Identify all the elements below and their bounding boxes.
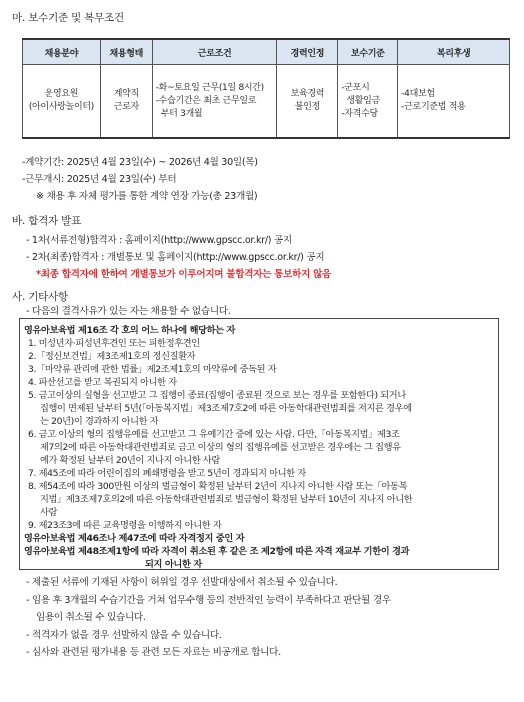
cell-pay: -군포시 생활임금 -자격수당 — [338, 65, 398, 139]
table-header: 채용분야 — [23, 39, 101, 65]
bottom-note: - 심사와 관련된 평가내용 등 관련 모든 자료는 비공개로 합니다. — [26, 647, 281, 658]
box-line: 4. 파산선고를 받고 복권되지 아니한 자 — [28, 377, 177, 388]
box-heading: 영유아보육법 제16조 각 호의 어느 하나에 해당하는 자 — [24, 325, 236, 336]
bottom-note: - 임용 후 3개월의 수습기간을 거쳐 업무수행 등의 전반적인 능력이 부족하다고 판단될 경우 — [26, 595, 391, 606]
table-header: 복리후생 — [398, 39, 510, 65]
table-header-row — [23, 39, 510, 65]
box-line: 예가 확정된 날부터 20년이 지나지 아니한 사람 — [40, 455, 220, 466]
section-sa-title: 사. 기타사항 — [12, 291, 68, 303]
box-line: 사람 — [40, 507, 58, 518]
bottom-note: 임용이 취소될 수 있습니다. — [36, 612, 146, 623]
box-line: 는 20년)이 경과하지 아니한 자 — [40, 416, 159, 427]
section-ba-title: 바. 합격자 발표 — [12, 215, 82, 227]
box-line: 제7의2에 따른 아동학대관련범죄로 금고 이상의 형의 집행유예를 선고받은 경우에는 그 집행유 — [40, 442, 401, 453]
cell-welfare: -4대보험 -근로기준법 적용 — [398, 65, 510, 139]
contract-period: -계약기간: 2025년 4월 23일(수) ~ 2026년 4월 30일(목) — [22, 157, 258, 168]
conditions-table — [22, 38, 510, 139]
box-line: 1. 미성년자·피성년후견인 또는 피한정후견인 — [28, 338, 200, 349]
box-heading: 영유아보육법 제48조제1항에 따라 자격이 취소된 후 같은 조 제2항에 따른 자격 재교부 기한이 경과 — [24, 546, 410, 557]
section-ma-title: 마. 보수기준 및 복무조건 — [12, 12, 124, 24]
cell-type: 계약직 근로자 — [100, 65, 152, 139]
announce-warning: *최종 합격자에 한하여 개별통보가 이루어지며 불합격자는 통보하지 않음 — [36, 269, 332, 280]
box-line: 7. 제45조에 따라 어린이집의 폐쇄명령을 받고 5년이 경과되지 아니한 자 — [28, 468, 306, 479]
table-header: 채용형태 — [100, 39, 152, 65]
box-heading: 영유아보육법 제46조나 제47조에 따라 자격정지 중인 자 — [24, 533, 245, 544]
box-line: 2.「정신보건법」제3조제1호의 정신질환자 — [28, 351, 196, 362]
cell-conditions: -화~토요일 근무(1일 8시간) -수습기간은 최초 근무일로 부터 3개월 — [152, 65, 277, 139]
box-line: 8. 제54조에 따라 300만원 이상의 벌금형이 확정된 날부터 2년이 지나지 아니한 사람 또는「아동복 — [28, 481, 408, 492]
table-row — [23, 65, 510, 139]
box-line: 9. 제23조3에 따른 교육명령을 이행하지 아니한 자 — [28, 520, 222, 531]
announce-item: - 2차(최종)합격자 : 개별통보 및 홈페이지(http://www.gpscc.or.kr/) 공지 — [26, 252, 325, 263]
box-line: 지법」제3조제7호의2에 따른 아동학대관련범죄로 벌금형이 확정된 날부터 10년이 지나지 아니한 — [40, 494, 413, 505]
box-heading: 되지 아니한 자 — [145, 559, 202, 570]
bottom-note: - 적격자가 없을 경우 선발하지 않을 수 있습니다. — [26, 630, 222, 641]
table-header: 경력인정 — [277, 39, 338, 65]
table-header: 근로조건 — [152, 39, 277, 65]
box-line: 6. 금고 이상의 형의 집행유예를 선고받고 그 유예기간 중에 있는 사람. 다만,「아동복지법」제3조 — [28, 429, 400, 440]
box-line: 3.「마약류 관리에 관한 법률」제2조제1호의 마약류에 중독된 자 — [28, 364, 277, 375]
announce-item: - 1차(서류전형)합격자 : 홈페이지(http://www.gpscc.or.kr/) 공지 — [26, 235, 292, 246]
bottom-note: - 제출된 서류에 기재된 사항이 허위일 경우 선발대상에서 취소될 수 있습니다. — [26, 577, 338, 588]
cell-field: 운영요원 (아이사랑놀이터) — [23, 65, 101, 139]
box-line: 집행이 면제된 날부터 5년(「아동복지법」제3조제7호2에 따른 아동학대관련범죄를 저지른 경우에 — [40, 403, 412, 414]
cell-career: 보육경력 불인정 — [277, 65, 338, 139]
disqualification-box — [19, 318, 499, 570]
work-start: -근무개시: 2025년 4월 23일(수) 부터 — [22, 174, 177, 185]
disq-intro: - 다음의 결격사유가 있는 자는 채용할 수 없습니다. — [26, 306, 231, 317]
contract-note: ※ 채용 후 자체 평가를 통한 계약 연장 가능(총 23개월) — [36, 191, 258, 202]
box-line: 5. 금고이상의 실형을 선고받고 그 집행이 종료(집행이 종료된 것으로 보는 경우를 포함한다) 되거나 — [28, 390, 406, 401]
table-header: 보수기준 — [338, 39, 398, 65]
